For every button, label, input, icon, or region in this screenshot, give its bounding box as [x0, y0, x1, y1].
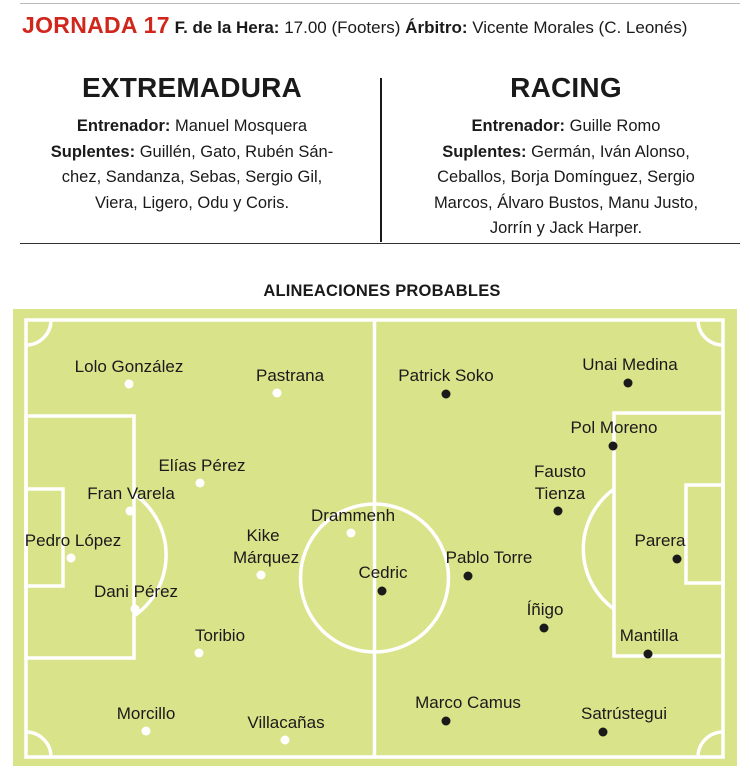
player-name: Elías Pérez	[158, 456, 246, 475]
player-name: Drammenh	[310, 506, 396, 525]
away-team-block	[396, 72, 736, 242]
teams-divider	[380, 78, 382, 242]
right-goal-area	[686, 485, 723, 583]
away-subs-line-2: Ceballos, Borja Domínguez, Sergio	[437, 168, 695, 186]
home-subs-line-1	[22, 140, 362, 166]
player-dot	[624, 379, 633, 388]
away-subs-label: Suplentes:	[442, 142, 527, 161]
corner-arc-tr	[698, 320, 723, 345]
away-subs-line-4: Jorrín y Jack Harper.	[489, 219, 643, 237]
home-coach-label: Entrenador:	[76, 117, 171, 135]
player-dot	[673, 555, 682, 564]
player-dot	[609, 442, 618, 451]
section-rule	[20, 243, 740, 244]
corner-arc-bl	[26, 732, 51, 757]
player-name: Dani Pérez	[93, 582, 179, 601]
player-dot	[126, 507, 135, 516]
player-name: Lolo González	[74, 357, 184, 376]
home-coach-line	[22, 114, 362, 140]
away-subs-1: Germán, Iván Alonso,	[531, 142, 690, 161]
player-name: Pastrana	[255, 366, 325, 385]
away-coach-label: Entrenador:	[471, 117, 566, 135]
player-dot	[67, 554, 76, 563]
player-name: Satrústegui	[581, 704, 667, 723]
away-coach-line	[396, 114, 736, 140]
player-dot	[273, 389, 282, 398]
home-subs-1: Guillén, Gato, Rubén Sán-	[139, 142, 334, 161]
player-dot	[644, 650, 653, 659]
away-subs-line-3: Marcos, Álvaro Bustos, Manu Justo,	[433, 193, 699, 212]
player-dot	[125, 380, 134, 389]
header-top-rule	[20, 3, 740, 4]
player-name: Morcillo	[116, 704, 176, 723]
player-dot	[195, 649, 204, 658]
referee-label: Árbitro:	[405, 18, 468, 37]
player-name	[233, 525, 300, 569]
corner-arc-br	[698, 732, 723, 757]
player-name: Íñigo	[526, 600, 564, 619]
right-penalty-arc	[583, 489, 614, 609]
player-dot	[442, 717, 451, 726]
corner-arc-tl	[26, 320, 51, 345]
match-header	[22, 12, 742, 48]
player-dot	[347, 529, 356, 538]
player-name: Marco Camus	[415, 693, 521, 712]
player-name-line: Fausto Tienza	[534, 462, 586, 503]
player-name: Patrick Soko	[398, 366, 494, 385]
home-subs-label: Suplentes:	[50, 142, 136, 161]
referee-value: Vicente Morales (C. Leonés)	[472, 18, 688, 37]
player-dot	[464, 572, 473, 581]
player-dot	[442, 390, 451, 399]
jornada-label: JORNADA 17	[22, 12, 170, 38]
home-subs-line-3: Viera, Ligero, Odu y Coris.	[94, 193, 290, 212]
player-name: Toribio	[194, 626, 246, 645]
home-coach: Manuel Mosquera	[175, 117, 308, 135]
home-subs-line-2: chez, Sandanza, Sebas, Sergio Gil,	[61, 168, 323, 186]
player-dot	[142, 727, 151, 736]
home-team-info	[22, 114, 362, 216]
player-dot	[131, 605, 140, 614]
player-dot	[378, 587, 387, 596]
player-name: Villacañas	[247, 713, 325, 732]
player-dot	[196, 479, 205, 488]
away-subs-line-1	[396, 140, 736, 166]
away-coach: Guille Romo	[569, 117, 661, 135]
player-dot	[540, 624, 549, 633]
stadium-label: F. de la Hera:	[174, 18, 280, 37]
player-name: Pedro López	[24, 531, 122, 550]
player-name: Cedric	[358, 563, 408, 582]
player-dot	[257, 571, 266, 580]
stadium-value: 17.00 (Footers)	[284, 18, 401, 37]
player-dot	[599, 728, 608, 737]
away-team-name: RACING	[510, 72, 622, 103]
player-name: Pablo Torre	[445, 548, 533, 567]
player-name	[529, 461, 591, 505]
home-team-block	[22, 72, 362, 216]
player-name: Mantilla	[619, 626, 679, 645]
football-pitch	[13, 309, 737, 766]
player-name: Unai Medina	[582, 355, 678, 374]
player-name: Parera	[634, 531, 686, 550]
lineups-title: ALINEACIONES PROBABLES	[263, 282, 501, 300]
player-name: Fran Varela	[87, 484, 175, 503]
player-name: Pol Moreno	[570, 418, 658, 437]
player-dot	[281, 736, 290, 745]
away-team-info	[396, 114, 736, 242]
home-team-name: EXTREMADURA	[82, 72, 302, 103]
player-name-line: Kike Márquez	[233, 526, 300, 567]
player-dot	[554, 507, 563, 516]
